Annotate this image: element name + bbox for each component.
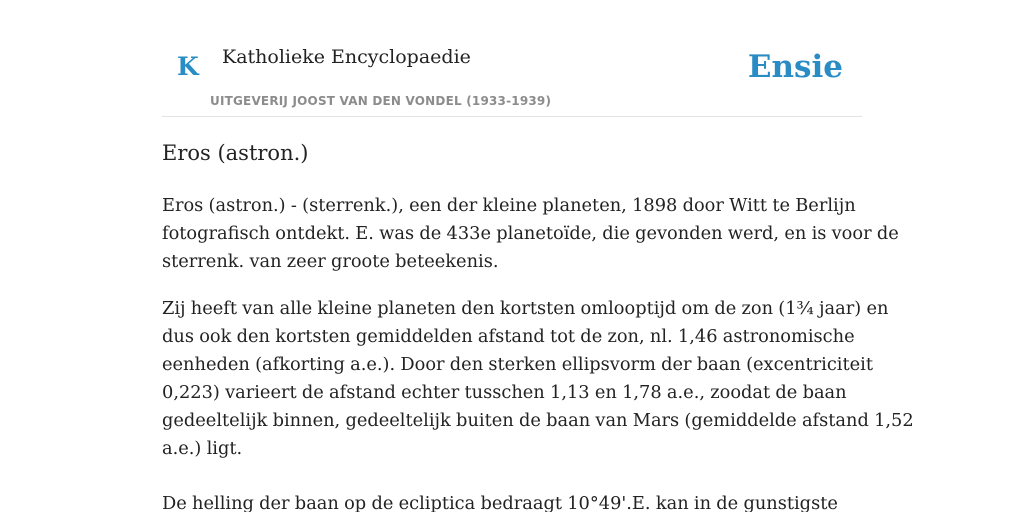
paragraph-line: Eros (astron.) - (sterrenk.), een der kleine planeten, 1898 door Witt te Berlijn	[162, 195, 856, 216]
paragraph-line: De helling der baan op de ecliptica bedraagt 10°49'.E. kan in de gunstigste	[162, 493, 838, 512]
paragraph-line: 0,223) varieert de afstand echter tusschen 1,13 en 1,78 a.e., zoodat de baan	[162, 382, 847, 403]
logo-icon[interactable]: K	[177, 52, 199, 81]
paragraph-line: fotografisch ontdekt. E. was de 433e planetoïde, die gevonden werd, en is voor de	[162, 223, 899, 244]
site-header	[162, 0, 862, 117]
brand-logo[interactable]: Ensie	[747, 49, 843, 85]
article-title: Eros (astron.)	[162, 141, 309, 165]
article-paragraph	[162, 192, 899, 276]
paragraph-line: eenheden (afkorting a.e.). Door den sterken ellipsvorm der baan (excentriciteit	[162, 354, 873, 375]
article-paragraph	[162, 295, 914, 463]
article-paragraph	[162, 490, 866, 512]
page	[162, 0, 914, 512]
paragraph-line: dus ook den kortsten gemiddelden afstand tot de zon, nl. 1,46 astronomische	[162, 326, 855, 347]
publisher-subtitle: UITGEVERIJ JOOST VAN DEN VONDEL (1933-1939)	[210, 94, 552, 108]
paragraph-line: Zij heeft van alle kleine planeten den kortsten omlooptijd om de zon (1¾ jaar) en	[162, 298, 889, 319]
publication-title[interactable]: Katholieke Encyclopaedie	[222, 46, 471, 68]
paragraph-line: gedeeltelijk binnen, gedeeltelijk buiten de baan van Mars (gemiddelde afstand 1,52	[162, 410, 914, 431]
paragraph-line: a.e.) ligt.	[162, 438, 243, 459]
paragraph-line: sterrenk. van zeer groote beteekenis.	[162, 251, 499, 272]
